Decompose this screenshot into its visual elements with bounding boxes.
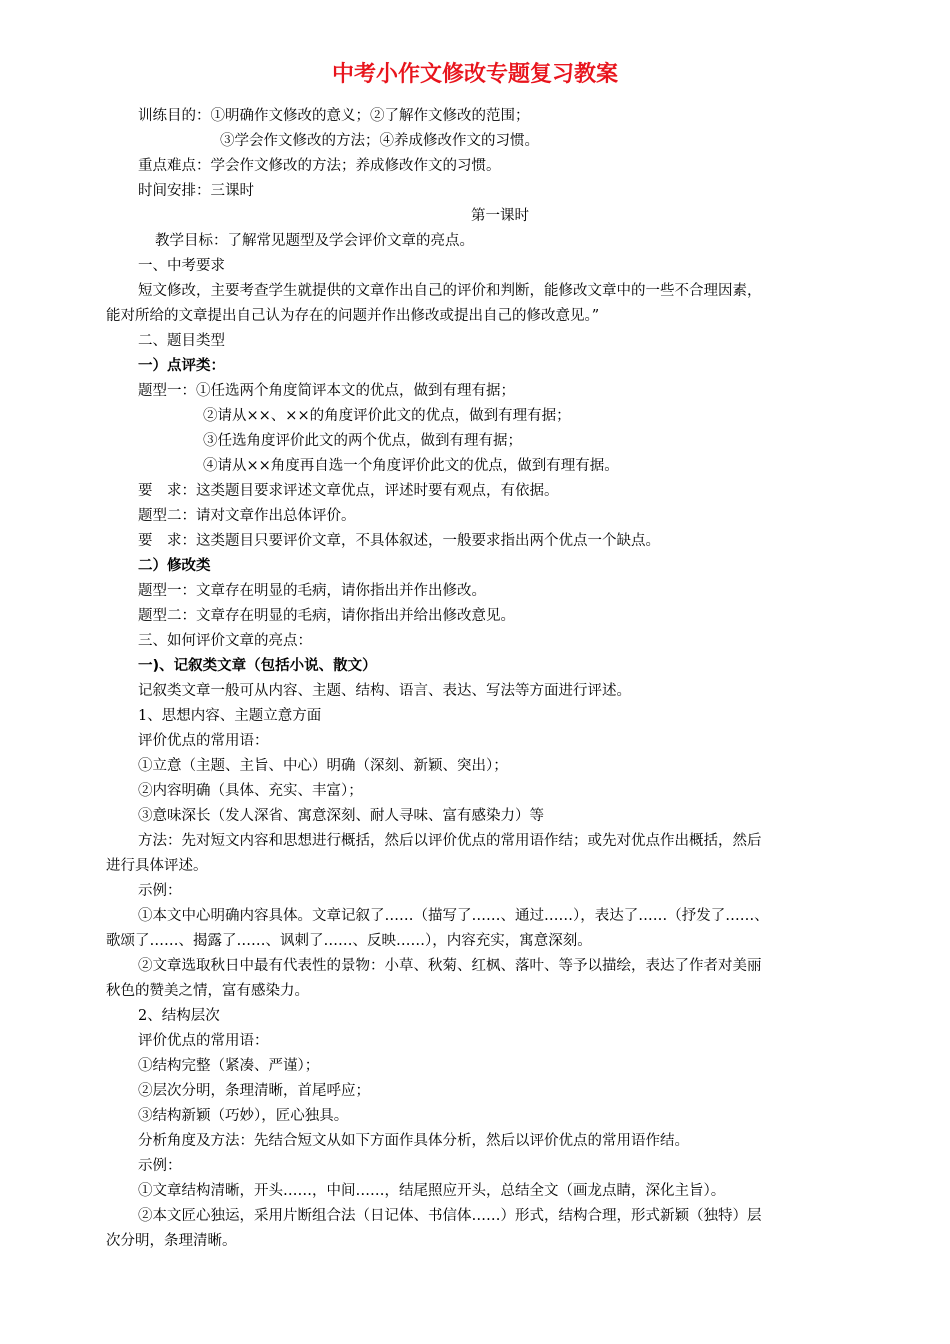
paragraph-line: 记叙类文章一般可从内容、主题、结构、语言、表达、写法等方面进行评述。 [138,683,631,699]
training-goal-line-2: ③学会作文修改的方法；④养成修改作文的习惯。 [220,133,539,149]
list-item: ③结构新颖（巧妙），匠心独具。 [138,1108,349,1124]
paragraph-line: 评价优点的常用语： [138,733,269,749]
document-title: 中考小作文修改专题复习教案 [331,62,618,87]
list-item: ③意味深长（发人深省、寓意深刻、耐人寻味、富有感染力）等 [138,808,544,824]
list-item: ②层次分明，条理清晰，首尾呼应； [138,1083,370,1099]
paragraph-line: 进行具体评述。 [106,858,208,874]
example-line: 秋色的赞美之情，富有感染力。 [106,983,309,999]
example-line: ②文章选取秋日中最有代表性的景物：小草、秋菊、红枫、落叶、等予以描绘，表达了作者对美丽 [138,958,762,974]
example-line: 歌颂了……、揭露了……、讽刺了……、反映……），内容充实，寓意深刻。 [106,933,592,949]
question-type-line: 题型二：请对文章作出总体评价。 [138,508,356,524]
training-goal-line-1: 训练目的：①明确作文修改的意义；②了解作文修改的范围； [138,108,530,124]
subsection-heading-narrative: 一)、记叙类文章（包括小说、散文） [138,658,377,674]
paragraph-line: 方法：先对短文内容和思想进行概括，然后以评价优点的常用语作结；或先对优点作出概括，然后 [138,833,762,849]
requirement-line: 要 求：这类题目要求评述文章优点，评述时要有观点，有依据。 [138,483,559,499]
section-heading-1: 一、中考要求 [138,258,225,274]
section-heading-2: 二、题目类型 [138,333,225,349]
time-arrangement-line: 时间安排：三课时 [138,183,254,199]
key-difficulty-line: 重点难点：学会作文修改的方法；养成修改作文的习惯。 [138,158,501,174]
lesson-heading: 第一课时 [471,208,529,224]
requirement-line: 要 求：这类题目只要评价文章，不具体叙述，一般要求指出两个优点一个缺点。 [138,533,660,549]
question-type-line: 题型二：文章存在明显的毛病，请你指出并给出修改意见。 [138,608,515,624]
question-type-line: 题型一：文章存在明显的毛病，请你指出并作出修改。 [138,583,486,599]
section-heading-3: 三、如何评价文章的亮点： [138,633,312,649]
list-item: ①结构完整（紧凑、严谨）； [138,1058,320,1074]
point-heading: 2、结构层次 [138,1008,220,1024]
example-line: 次分明，条理清晰。 [106,1233,237,1249]
example-label: 示例： [138,883,182,899]
subsection-heading-revise: 二）修改类 [138,558,211,574]
question-type-line: ②请从××、××的角度评价此文的优点，做到有理有据； [203,408,571,424]
paragraph-line: 分析角度及方法：先结合短文从如下方面作具体分析，然后以评价优点的常用语作结。 [138,1133,689,1149]
subsection-heading-comment: 一）点评类： [138,358,225,374]
list-item: ①立意（主题、主旨、中心）明确（深刻、新颖、突出）； [138,758,508,774]
list-item: ②内容明确（具体、充实、丰富）； [138,783,363,799]
paragraph-line: 短文修改，主要考查学生就提供的文章作出自己的评价和判断，能修改文章中的一些不合理因素， [138,283,762,299]
paragraph-line: 评价优点的常用语： [138,1033,269,1049]
teaching-goal-line: 教学目标：了解常见题型及学会评价文章的亮点。 [155,233,474,249]
example-line: ①本文中心明确内容具体。文章记叙了……（描写了……、通过……），表达了……（抒发了……、 [138,908,769,924]
example-label: 示例： [138,1158,182,1174]
paragraph-line: 能对所给的文章提出自己认为存在的问题并作出修改或提出自己的修改意见。” [106,308,600,324]
point-heading: 1、思想内容、主题立意方面 [138,708,322,724]
example-line: ②本文匠心独运，采用片断组合法（日记体、书信体……）形式，结构合理，形式新颖（独特）层 [138,1208,762,1224]
question-type-line: ③任选角度评价此文的两个优点，做到有理有据； [203,433,522,449]
example-line: ①文章结构清晰，开头……，中间……，结尾照应开头，总结全文（画龙点睛，深化主旨）。 [138,1183,726,1199]
question-type-line: 题型一：①任选两个角度简评本文的优点，做到有理有据； [138,383,515,399]
question-type-line: ④请从××角度再自选一个角度评价此文的优点，做到有理有据。 [203,458,619,474]
